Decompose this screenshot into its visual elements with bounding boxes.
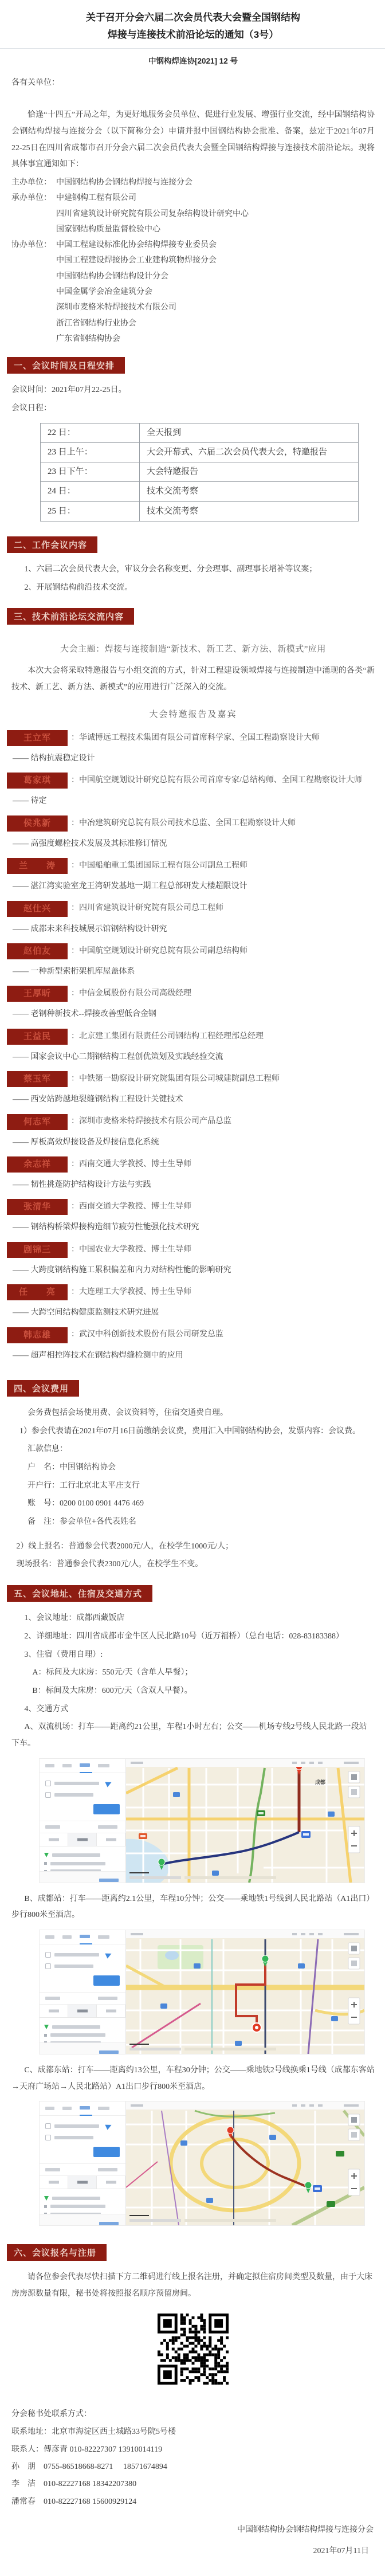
host-row xyxy=(11,175,375,190)
speaker-topic: —— 大跨空间结构健康监测技术研究进展 xyxy=(13,1308,159,1318)
salutation: 各有关单位： xyxy=(11,78,60,87)
page-title xyxy=(11,9,375,44)
co-organizer-item: 中国工程建设标准化协会结构焊接专业委员会 xyxy=(56,241,217,250)
speaker-affiliation: ：中信金属股份有限公司高级经理 xyxy=(71,989,191,998)
speaker-topic: —— 厚板高效焊接设备及焊接信息化系统 xyxy=(13,1138,159,1147)
speaker-block xyxy=(7,773,375,807)
organizer-row xyxy=(11,190,375,237)
document-number: 中钢构焊连协[2021] 12 号 xyxy=(148,56,238,65)
schedule-row xyxy=(41,442,359,462)
speaker-topic: —— 大跨度钢结构施工累积偏差和内力对结构性能的影响研究 xyxy=(13,1265,231,1275)
speaker-topic: —— 成都未来科技城展示馆钢结构设计研究 xyxy=(13,924,167,934)
schedule-activity-cell: 全天报到 xyxy=(140,423,359,442)
schedule-time-cell: 22 日： xyxy=(41,423,140,442)
qr-code-wrapper xyxy=(11,2312,375,2389)
map-directions-panel xyxy=(40,2101,126,2225)
footer-organization: 中国钢结构协会钢结构焊接与连接分会 xyxy=(237,2525,374,2534)
schedule-activity-cell: 大会开幕式、六届二次会员代表大会，特邀报告 xyxy=(140,442,359,462)
co-organizer-item: 中国钢结构协会钢结构设计分会 xyxy=(56,272,168,281)
map-canvas-chengdu-east xyxy=(126,2101,364,2225)
schedule-time-cell: 23 日上午： xyxy=(41,442,140,462)
speaker-block xyxy=(7,1199,375,1234)
speaker-name-badge: 剧锦三 xyxy=(7,1242,68,1258)
speaker-affiliation: ：中国航空规划设计研究总院有限公司副总结构师 xyxy=(71,946,247,955)
meeting-time: 会议时间：2021年07月22-25日。 xyxy=(11,386,127,395)
fee-intro: 会务费包括会场使用费、会议资料等，住宿交通费自理。 xyxy=(28,1408,228,1417)
fee-online: 2）线上报名：普通参会代表2000元/人，在校学生1000元/人； xyxy=(16,1542,234,1551)
contacts-heading: 分会秘书处联系方式： xyxy=(11,2409,92,2418)
speaker-affiliation: ：武汉中科创新技术股份有限公司研发总监 xyxy=(71,1330,223,1339)
contact-line: 联系人：傅彦青 010-82227307 13910014119 xyxy=(11,2445,163,2454)
city-label: 成都 xyxy=(315,1779,326,1785)
qr-code xyxy=(156,2312,230,2386)
speaker-affiliation: ：华诚博远工程技术集团有限公司首席科学家、全国工程勘察设计大师 xyxy=(71,733,320,742)
venue-transport-heading: 4、交通方式 xyxy=(24,1704,69,1714)
co-organizer-label: 协办单位： xyxy=(11,241,52,250)
schedule-time-cell: 23 日下午： xyxy=(41,462,140,482)
remit-bank: 开户行：工行北京北太平庄支行 xyxy=(28,1481,140,1490)
schedule-time-cell: 25 日： xyxy=(41,501,140,521)
section-heading-venue: 五、会议地址、住宿及交通方式 xyxy=(7,1585,152,1602)
section-heading-work: 二、工作会议内容 xyxy=(7,536,97,553)
remit-account-number: 账 号：0200 0100 0901 4476 469 xyxy=(28,1499,144,1508)
speaker-topic: —— 湛江湾实验室龙王湾研发基地一期工程总部研发大楼超限设计 xyxy=(13,882,247,891)
remit-account-name: 户 名：中国钢结构协会 xyxy=(28,1463,116,1472)
schedule-row xyxy=(41,462,359,482)
venue-room-b: B：标间及大床房：600元/天（含双人早餐）。 xyxy=(32,1686,192,1695)
map-screenshot-chengdu-east-route xyxy=(39,2101,365,2226)
speaker-name-badge: 王厚昕 xyxy=(7,986,68,1002)
host-value: 中国钢结构协会钢结构焊接与连接分会 xyxy=(56,178,192,187)
title-line-2: 焊接与连接技术前沿论坛的通知（3号） xyxy=(107,29,279,40)
speaker-block xyxy=(7,986,375,1021)
speaker-block xyxy=(7,1242,375,1277)
section-heading-forum: 三、技术前沿论坛交流内容 xyxy=(7,608,134,625)
speaker-block xyxy=(7,1156,375,1191)
forum-theme: 大会主题：焊接与连接制造“新技术、新工艺、新方法、新模式”应用 xyxy=(60,645,326,654)
speaker-affiliation: ：中铁第一勘察设计研究院集团有限公司城建院副总工程师 xyxy=(71,1075,280,1083)
speaker-block xyxy=(7,730,375,765)
transport-paragraph-c: C、成都东站：打车——距离约13公里，车程30分钟；公交——乘地铁2号线换乘1号线（成都东客站→天府广场站→人民北路站）A1出口步行800米至酒店。 xyxy=(11,2066,375,2091)
destination-marker-icon xyxy=(252,2023,261,2032)
co-organizer-list xyxy=(56,237,375,347)
organizer-item: 中建钢构工程有限公司 xyxy=(56,194,136,203)
speaker-topic: —— 一种新型索桁架机库屋盖体系 xyxy=(13,967,135,977)
speaker-affiliation: ：北京建工集团有限责任公司钢结构工程经理部总经理 xyxy=(71,1032,264,1041)
speaker-name-badge: 蔡玉军 xyxy=(7,1071,68,1087)
speaker-affiliation: ：中冶建筑研究总院有限公司技术总监、全国工程勘察设计大师 xyxy=(71,818,296,828)
speaker-block xyxy=(7,1071,375,1106)
speaker-affiliation: ：中国农业大学教授、博士生导师 xyxy=(71,1245,191,1254)
speaker-topic: —— 老钢种新技术--焊接改善型低合金钢 xyxy=(13,1010,156,1019)
speaker-name-badge: 张清华 xyxy=(7,1199,68,1215)
contact-line: 李 洁 010-82227168 18342207380 xyxy=(11,2480,137,2489)
speaker-affiliation: ：四川省建筑设计研究院有限公司总工程师 xyxy=(71,904,223,913)
map-directions-panel xyxy=(40,1930,126,2054)
work-item-2: 2、开展钢结构前沿技术交流。 xyxy=(24,583,133,592)
co-organizer-item: 中国工程建设焊接协会工业建构筑物焊接分会 xyxy=(56,256,217,265)
venue-room-a: A：标间及大床房：550元/天（含单人早餐）； xyxy=(32,1668,193,1677)
co-organizer-item: 深圳市麦格米特焊接技术有限公司 xyxy=(56,303,176,312)
schedule-row xyxy=(41,423,359,442)
speaker-affiliation: ：深圳市麦格米特焊接技术有限公司产品总监 xyxy=(71,1117,231,1126)
section-heading-registration: 六、会议报名与注册 xyxy=(7,2244,107,2261)
co-organizer-item: 中国金属学会冶金建筑分会 xyxy=(56,288,152,297)
venue-address-2: 2、详细地址：四川省成都市金牛区人民北路10号（近万福桥）（总台电话：028-83183388） xyxy=(24,1632,344,1641)
schedule-activity-cell: 技术交流考察 xyxy=(140,501,359,521)
speaker-block xyxy=(7,1114,375,1149)
speaker-topic: —— 高强度螺栓技术发展及其标准修订情况 xyxy=(13,839,167,848)
speaker-name-badge: 王益民 xyxy=(7,1029,68,1045)
speaker-affiliation: ：大连理工大学教授、博士生导师 xyxy=(71,1287,191,1296)
contact-line: 孙 朋 0755-86518668-8271 18571674894 xyxy=(11,2463,167,2472)
speaker-affiliation: ：中国航空规划设计研究总院有限公司首席专家/总结构师、全国工程勘察设计大师 xyxy=(71,776,362,785)
speaker-name-badge: 兰 涛 xyxy=(7,858,68,874)
speaker-topic: —— 西安站跨越地裂缝钢结构工程设计关键技术 xyxy=(13,1095,183,1104)
speaker-topic: —— 钢结构桥梁焊接构造细节疲劳性能强化技术研究 xyxy=(13,1223,199,1232)
section-heading-fees: 四、会议费用 xyxy=(7,1380,79,1397)
speaker-affiliation: ：中国船舶重工集团国际工程有限公司副总工程师 xyxy=(71,861,247,871)
speaker-block xyxy=(7,815,375,850)
organizer-label: 承办单位： xyxy=(11,194,52,203)
contact-address: 联系地址：北京市海淀区西土城路33号院5号楼 xyxy=(11,2428,176,2437)
speaker-topic: —— 韧性挑蓬防护结构设计方法与实践 xyxy=(13,1180,151,1189)
transport-paragraph-b: B、成都站：打车——距离约2.1公里，车程10分钟；公交——乘地铁1号线到人民北路站（A1出口）步行800米至酒店。 xyxy=(11,1894,375,1920)
registration-paragraph: 请各位参会代表尽快扫描下方二维码进行线上报名注册，并确定拟住宿房间类型及数量，由于大床房房源数量有限，秘书处将按照报名顺序预留房间。 xyxy=(11,2273,372,2299)
map-canvas-airport xyxy=(126,1759,364,1883)
venue-address-1: 1、会议地址：成都西藏饭店 xyxy=(24,1614,125,1623)
speaker-name-badge: 余志祥 xyxy=(7,1156,68,1173)
schedule-row xyxy=(41,482,359,501)
venue-lodging: 3、住宿（费用自理）: xyxy=(24,1650,103,1659)
speaker-name-badge: 侯兆新 xyxy=(7,815,68,832)
speaker-block xyxy=(7,943,375,978)
speaker-block xyxy=(7,901,375,936)
co-organizer-item: 浙江省钢结构行业协会 xyxy=(56,319,136,328)
title-divider xyxy=(0,48,385,49)
speaker-name-badge: 赵伯友 xyxy=(7,943,68,959)
map-screenshot-airport-route xyxy=(39,1758,365,1883)
speaker-name-badge: 任 亮 xyxy=(7,1284,68,1300)
footer-date: 2021年07月11日 xyxy=(313,2546,369,2555)
schedule-table xyxy=(40,423,359,522)
speaker-name-badge: 王立军 xyxy=(7,730,68,746)
speaker-block xyxy=(7,1029,375,1064)
co-organizer-row xyxy=(11,237,375,347)
contact-list xyxy=(11,2442,375,2510)
speaker-block xyxy=(7,1327,375,1362)
schedule-activity-cell: 技术交流考察 xyxy=(140,482,359,501)
intro-paragraph: 恰逢“十四五”开局之年，为更好地服务会员单位、促进行业发展、增强行业交流，经中国钢结构协会钢结构焊接与连接分会（以下简称分会）申请并报中国钢结构协会批准、备案，兹定于2021年07月22-25日在四川省成都市召开分会六届二次会员代表大会暨全国钢结构焊接与连接技术前沿论坛。现将具体事宜通知如下： xyxy=(11,111,375,169)
remit-remark: 备 注：参会单位+各代表姓名 xyxy=(28,1518,136,1527)
speaker-name-badge: 何志军 xyxy=(7,1114,68,1130)
organizer-item: 四川省建筑设计研究院有限公司复杂结构设计研究中心 xyxy=(56,209,249,218)
schedule-activity-cell: 大会特邀报告 xyxy=(140,462,359,482)
schedule-row xyxy=(41,501,359,521)
speaker-topic: —— 国家会议中心二期钢结构工程创优策划及实践经验交流 xyxy=(13,1052,223,1061)
agenda-label: 会议日程： xyxy=(11,403,52,413)
speaker-affiliation: ：西南交通大学教授、博士生导师 xyxy=(71,1202,191,1211)
schedule-time-cell: 24 日： xyxy=(41,482,140,501)
remit-heading: 汇款信息： xyxy=(28,1445,68,1454)
organizer-list xyxy=(56,190,375,237)
speaker-name-badge: 赵仕兴 xyxy=(7,901,68,917)
guests-heading: 大会特邀报告及嘉宾 xyxy=(149,710,237,720)
transport-paragraph-a: A、双流机场：打车——距离约21公里，车程1小时左右；公交——机场专线2号线人民北路一段站下车。 xyxy=(11,1723,367,1748)
speaker-name-badge: 葛家琪 xyxy=(7,773,68,789)
map-screenshot-chengdu-station-route xyxy=(39,1930,365,2054)
contact-line: 潘常春 010-82227168 15600929124 xyxy=(11,2497,137,2506)
section-heading-schedule: 一、会议时间及日程安排 xyxy=(7,357,125,374)
map-canvas-chengdu-station xyxy=(126,1930,364,2054)
organizer-item: 国家钢结构质量监督检验中心 xyxy=(56,225,160,234)
speaker-topic: —— 结构抗震稳定设计 xyxy=(13,754,95,763)
map-directions-panel xyxy=(40,1759,126,1883)
forum-description: 本次大会将采取特邀报告与小组交流的方式，针对工程建设领域焊接与连接制造中涌现的各类“新技术、新工艺、新方法、新模式”的应用进行广泛深入的交流。 xyxy=(11,666,375,692)
fee-onsite: 现场报名：普通参会代表2300元/人，在校学生不变。 xyxy=(16,1560,203,1569)
speaker-topic: —— 待定 xyxy=(13,797,47,806)
speaker-topic: —— 超声相控阵技术在钢结构焊缝检测中的应用 xyxy=(13,1351,183,1360)
speaker-affiliation: ：西南交通大学教授、博士生导师 xyxy=(71,1159,191,1169)
speaker-name-badge: 韩志雄 xyxy=(7,1327,68,1343)
fee-item-1: 1）参会代表请在2021年07月16日前缴纳会议费，费用汇入中国钢结构协会，发票内容：会议费。 xyxy=(19,1426,360,1436)
work-item-1: 1、六届二次会员代表大会，审议分会名称变更、分会理事、副理事长增补等议案； xyxy=(24,564,317,574)
title-line-1: 关于召开分会六届二次会员代表大会暨全国钢结构 xyxy=(86,12,300,23)
host-label: 主办单位： xyxy=(11,178,52,187)
speaker-block xyxy=(7,1284,375,1319)
speaker-block xyxy=(7,858,375,893)
speaker-list xyxy=(11,730,375,1362)
co-organizer-item: 广东省钢结构协会 xyxy=(56,334,120,343)
